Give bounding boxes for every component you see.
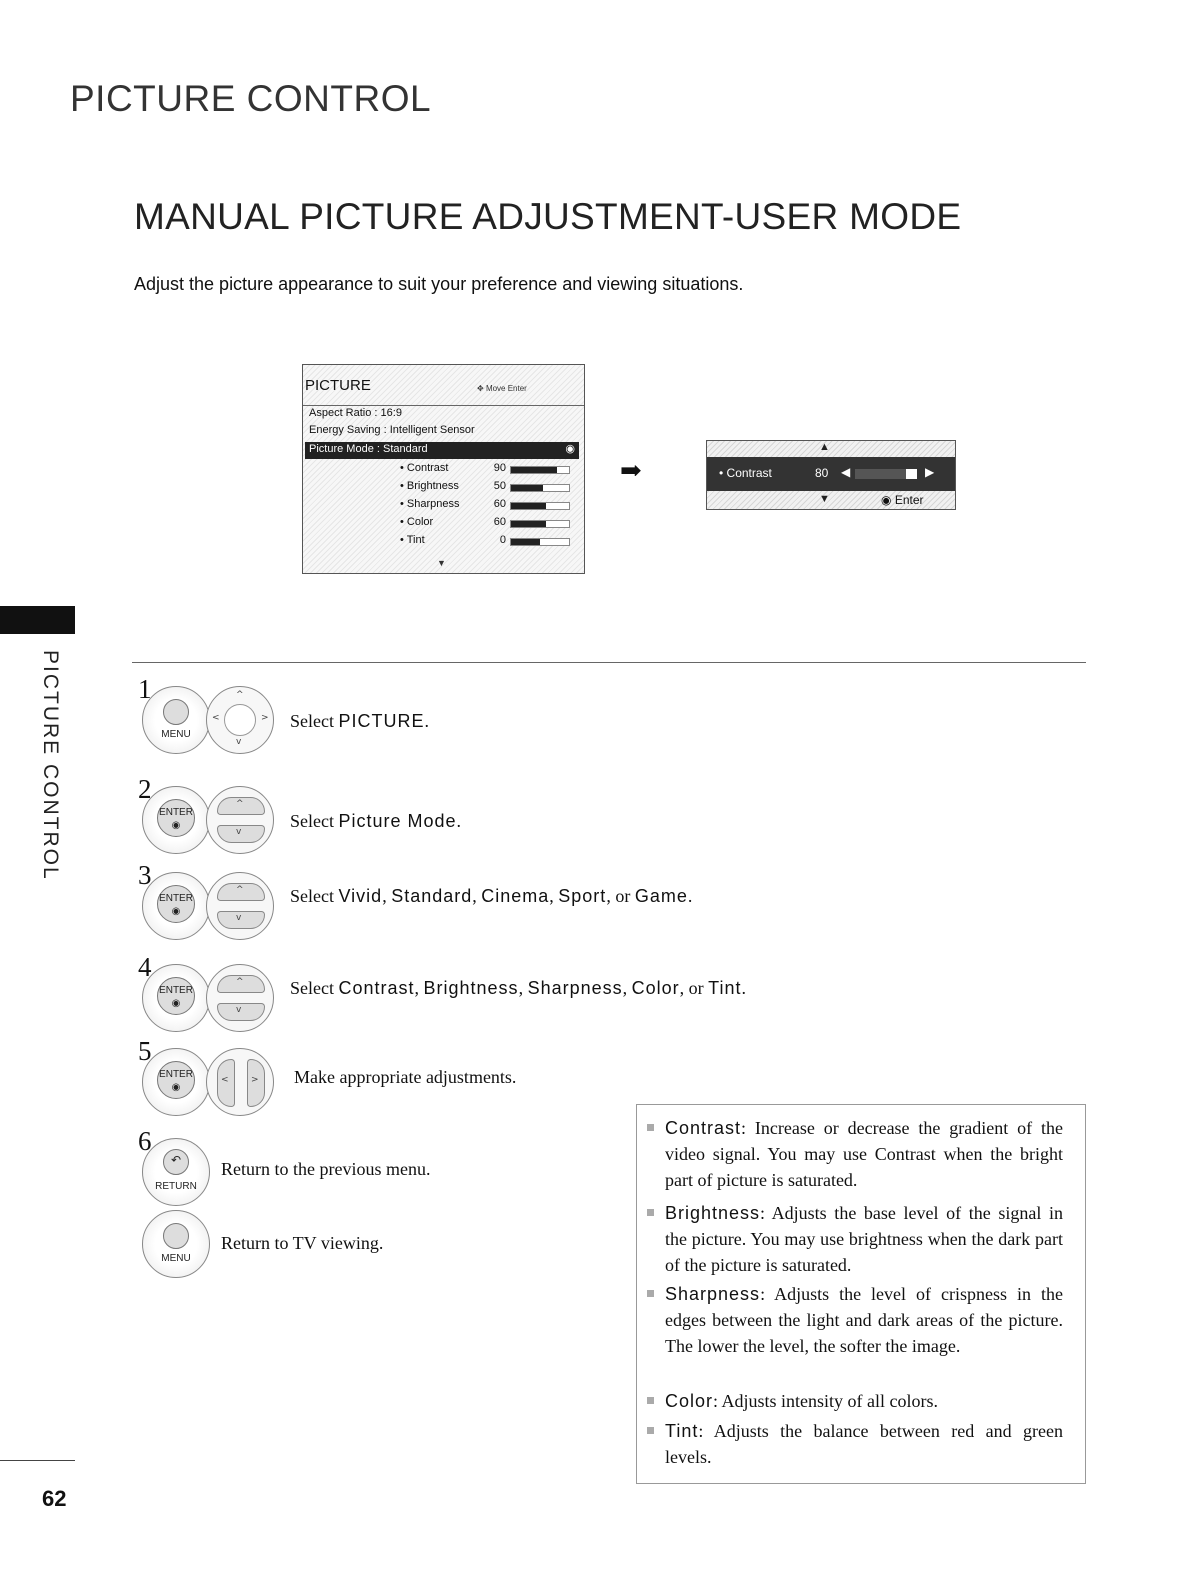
side-tab-block [0, 606, 75, 634]
enter-button-icon: ENTER ◉ [142, 786, 210, 854]
intro-text: Adjust the picture appearance to suit your preference and viewing situations. [134, 274, 744, 294]
nav-wheel-icon: ^ < > v [206, 686, 274, 754]
adjust-fill [855, 469, 906, 479]
enter-hint: ◉ Enter [881, 493, 924, 507]
left-right-wheel-icon: < > [206, 1048, 274, 1116]
footer-line [0, 1460, 75, 1461]
menu-button-icon: MENU [142, 686, 210, 754]
arrow-right-icon: ➡ [620, 456, 642, 485]
step-1-text: Select PICTURE. [290, 711, 429, 731]
note-sharpness: Sharpness: Adjusts the level of crispness in the edges between the light and dark areas of the picture. The lower the level, the softer the image. [665, 1281, 1063, 1359]
enter-button-icon: ENTER ◉ [142, 1048, 210, 1116]
osd-row-picture-mode: Picture Mode : Standard ◉ [305, 442, 579, 459]
step-5-text: Make appropriate adjustments. [294, 1067, 517, 1087]
step-6-text: Return to the previous menu. [221, 1159, 431, 1179]
step-6-number: 6 [138, 1126, 152, 1156]
contrast-adjust-screenshot [706, 440, 956, 510]
page-heading: MANUAL PICTURE ADJUSTMENT-USER MODE [134, 196, 962, 237]
level-fill [511, 521, 546, 527]
arrow-up-icon: ▲ [819, 441, 830, 453]
osd-sub-brightness: • Brightness 50 [400, 478, 580, 495]
enter-icon: ◉ [565, 443, 575, 455]
level-fill [511, 503, 546, 509]
osd-title: PICTURE [305, 377, 371, 394]
arrow-down-icon: ▼ [819, 493, 830, 505]
note-brightness: Brightness: Adjusts the base level of the signal in the picture. You may use brightness when the dark part of the picture is saturated. [665, 1200, 1063, 1278]
step-3-number: 3 [138, 860, 152, 890]
return-button-icon: ↶ RETURN [142, 1138, 210, 1206]
adjust-bar [855, 469, 917, 479]
notes-box [636, 1104, 1086, 1484]
enter-button-icon: ENTER ◉ [142, 872, 210, 940]
side-tab-label: PICTURE CONTROL [39, 650, 62, 881]
step-5-number: 5 [138, 1036, 152, 1066]
osd-sub-contrast: • Contrast 90 [400, 460, 580, 477]
up-down-wheel-icon: ^ v [206, 872, 274, 940]
adjust-label: • Contrast [719, 466, 772, 480]
step-2-text: Select Picture Mode. [290, 811, 462, 831]
enter-icon: ◉ [881, 493, 895, 507]
level-fill [511, 485, 543, 491]
enter-button-icon: ENTER ◉ [142, 964, 210, 1032]
step-4-number: 4 [138, 952, 152, 982]
step-1-number: 1 [138, 674, 152, 704]
adjust-band [707, 457, 955, 491]
up-down-wheel-icon: ^ v [206, 964, 274, 1032]
osd-sub-color: • Color 60 [400, 514, 580, 531]
step-4-text: Select Contrast, Brightness, Sharpness, Color, or Tint. [290, 978, 746, 998]
menu-button-icon: MENU [142, 1210, 210, 1278]
osd-row-energy-saving: Energy Saving : Intelligent Sensor [309, 424, 475, 436]
osd-row-aspect-ratio: Aspect Ratio : 16:9 [309, 407, 402, 419]
note-tint: Tint: Adjusts the balance between red and green levels. [665, 1418, 1063, 1470]
step-2-number: 2 [138, 774, 152, 804]
page-number: 62 [42, 1486, 67, 1511]
up-down-wheel-icon: ^ v [206, 786, 274, 854]
osd-sub-tint: • Tint 0 [400, 532, 580, 549]
move-icon: ✥ [477, 384, 486, 393]
step-3-text: Select Vivid, Standard, Cinema, Sport, or Game. [290, 886, 693, 906]
note-contrast: Contrast: Increase or decrease the gradient of the video signal. You may use Contrast when the bright part of picture is saturated. [665, 1115, 1063, 1193]
osd-header [303, 365, 584, 406]
enter-dot-icon: ◉ [171, 820, 181, 831]
arrow-right-small-icon: ▶ [925, 465, 935, 479]
step-7-text: Return to TV viewing. [221, 1233, 384, 1253]
adjust-value: 80 [815, 466, 829, 480]
level-fill [511, 539, 540, 545]
picture-menu-screenshot [302, 364, 585, 574]
arrow-left-icon: ◀ [841, 465, 851, 479]
section-title: PICTURE CONTROL [70, 78, 432, 119]
divider [132, 662, 1086, 663]
note-color: Color: Adjusts intensity of all colors. [665, 1388, 1063, 1414]
osd-nav-hint: ✥ Move Enter [477, 384, 527, 393]
osd-sub-sharpness: • Sharpness 60 [400, 496, 580, 513]
level-fill [511, 467, 557, 473]
scroll-down-icon: ▼ [437, 558, 446, 568]
return-arrow-icon: ↶ [170, 1153, 182, 1167]
